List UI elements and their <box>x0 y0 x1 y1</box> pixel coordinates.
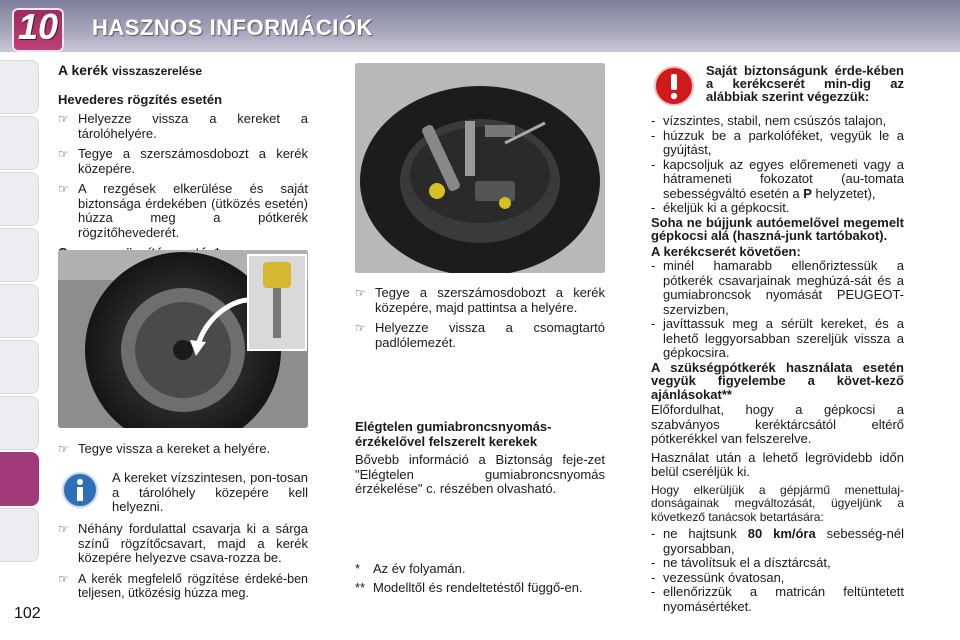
list-item: - ellenőrizzük a matricán feltüntetett nyomásértéket. <box>651 584 904 614</box>
after-title: A kerékcserét követően: <box>651 243 801 259</box>
left-column-mid <box>58 442 308 463</box>
list-item: ☞ Tegye a szerszámosdobozt a kerék közepére, majd pattintsa a helyére. <box>355 285 605 315</box>
footnote: ** Modelltől és rendeltetéstől függő-en. <box>355 579 583 595</box>
left-column-bottom <box>58 522 308 607</box>
footnotes <box>355 562 605 595</box>
list-item: ☞ Helyezze vissza a kereket a tárolóhelyére. <box>58 111 308 141</box>
page-number: 102 <box>14 605 41 622</box>
middle-column-bullets <box>355 286 605 356</box>
chapter-tab[interactable] <box>0 116 39 170</box>
list-item: - vízszintes, stabil, nem csúszós talajon, <box>651 113 887 128</box>
spare-wheel-photo <box>58 250 308 428</box>
list-item: ☞ Néhány fordulattal csavarja ki a sárga színű rögzítőcsavart, majd a kerék közepére helyezve csava-rozza be. <box>58 521 308 565</box>
list-item: - ékeljük ki a gépkocsit. <box>651 200 790 215</box>
left-column-top <box>58 63 308 266</box>
heading-main: A kerék <box>58 62 109 78</box>
spare-wheel-illustration <box>58 250 308 428</box>
warning-title: Saját biztonságunk érde-kében a kerékcserét min-dig az alábbiak szerint végezzük: <box>706 63 904 104</box>
toolbox-photo <box>355 63 605 273</box>
list-item: - javíttassuk meg a sérült kereket, és a lehető leggyorsabban szereljük vissza a gépkocsira. <box>651 316 904 360</box>
pointing-hand-icon: ☞ <box>58 147 69 161</box>
pointing-hand-icon: ☞ <box>355 286 366 300</box>
list-item: - vezessünk óvatosan, <box>651 569 785 585</box>
list-item: - ne hajtsunk 80 km/óra sebesség-nél gyorsabban, <box>651 526 904 556</box>
list-item: - kapcsoljuk az egyes előremeneti vagy a hátrameneti fokozatot (au-tomata sebességváltó esetén a P helyzetet), <box>651 156 904 201</box>
pointing-hand-icon: ☞ <box>58 182 69 196</box>
toolbox-illustration <box>355 63 605 273</box>
list-item: ☞ A rezgések elkerülése és saját biztonsága érdekében (ütközés esetén) húzza meg a pótkerék rögzítőhevederét. <box>58 181 308 240</box>
strap-title: Hevederes rögzítés esetén <box>58 91 223 107</box>
chapter-tab-active[interactable] <box>0 452 39 506</box>
list-item: ☞ Tegye vissza a kereket a helyére. <box>58 441 271 456</box>
warning-icon <box>654 66 694 111</box>
spare-paragraph: Használat után a lehető legrövidebb időn belül cseréljük ki. <box>651 449 904 479</box>
pointing-hand-icon: ☞ <box>58 522 69 536</box>
pointing-hand-icon: ☞ <box>58 571 69 586</box>
sensor-section <box>355 420 605 502</box>
chapter-tab[interactable] <box>0 172 39 226</box>
chapter-tab[interactable] <box>0 340 39 394</box>
list-item: ☞ Helyezze vissza a csomagtartó padlólemezét. <box>355 320 605 350</box>
chapter-tab[interactable] <box>0 228 39 282</box>
right-column <box>651 114 904 614</box>
section-heading <box>58 63 308 79</box>
chapter-tab[interactable] <box>0 396 39 450</box>
pointing-hand-icon: ☞ <box>58 112 69 126</box>
chapter-tab[interactable] <box>0 284 39 338</box>
sensor-title: Elégtelen gumiabroncsnyomás-érzékelővel felszerelt kerekek <box>355 419 552 449</box>
sensor-text: Bővebb információ a Biztonság feje-zet "Elégtelen gumiabroncsnyomás érzékelése" c. részében olvasható. <box>355 452 605 496</box>
spare-paragraph: Hogy elkerüljük a gépjármű menettulaj-donságainak megváltozását, ügyeljünk a következő tanácsok betartására: <box>651 482 904 524</box>
spare-paragraph: Előfordulhat, hogy a gépkocsi a szabványos keréktárcsától eltérő pótkerékkel van felszerelve. <box>651 402 904 446</box>
chapter-number: 10 <box>17 6 59 47</box>
info-icon <box>62 472 98 513</box>
list-item: - húzzuk be a parkolóféket, vegyük le a gyújtást, <box>651 127 904 157</box>
info-note: A kereket vízszintesen, pon-tosan a tárolóhely közepére kell helyezni. <box>112 470 308 514</box>
chapter-tab[interactable] <box>0 508 39 562</box>
list-item: - minél hamarabb ellenőriztessük a pótkerék csavarjainak meghúzá-sát és a gumiabroncsok nyomását PEUGEOT-szervizben, <box>651 258 904 317</box>
list-item: ☞ A kerék megfelelő rögzítése érdeké-ben teljesen, ütközésig húzza meg. <box>58 571 308 600</box>
pointing-hand-icon: ☞ <box>355 321 366 335</box>
footnote: * Az év folyamán. <box>355 561 466 576</box>
pointing-hand-icon: ☞ <box>58 442 69 456</box>
list-item: - ne távolítsuk el a dísztárcsát, <box>651 555 831 570</box>
spare-title: A szükségpótkerék használata esetén vegyük figyelembe a követ-kező ajánlásokat** <box>651 359 904 402</box>
list-item: ☞ Tegye a szerszámosdobozt a kerék közepére. <box>58 146 308 176</box>
never-jack-warning: Soha ne bújjunk autóemelővel megemelt gépkocsi alá (haszná-junk tartóbakot). <box>651 214 904 243</box>
page-title: HASZNOS INFORMÁCIÓK <box>92 15 373 40</box>
chapter-tab[interactable] <box>0 60 39 114</box>
heading-rest: visszaszerelése <box>111 64 203 78</box>
